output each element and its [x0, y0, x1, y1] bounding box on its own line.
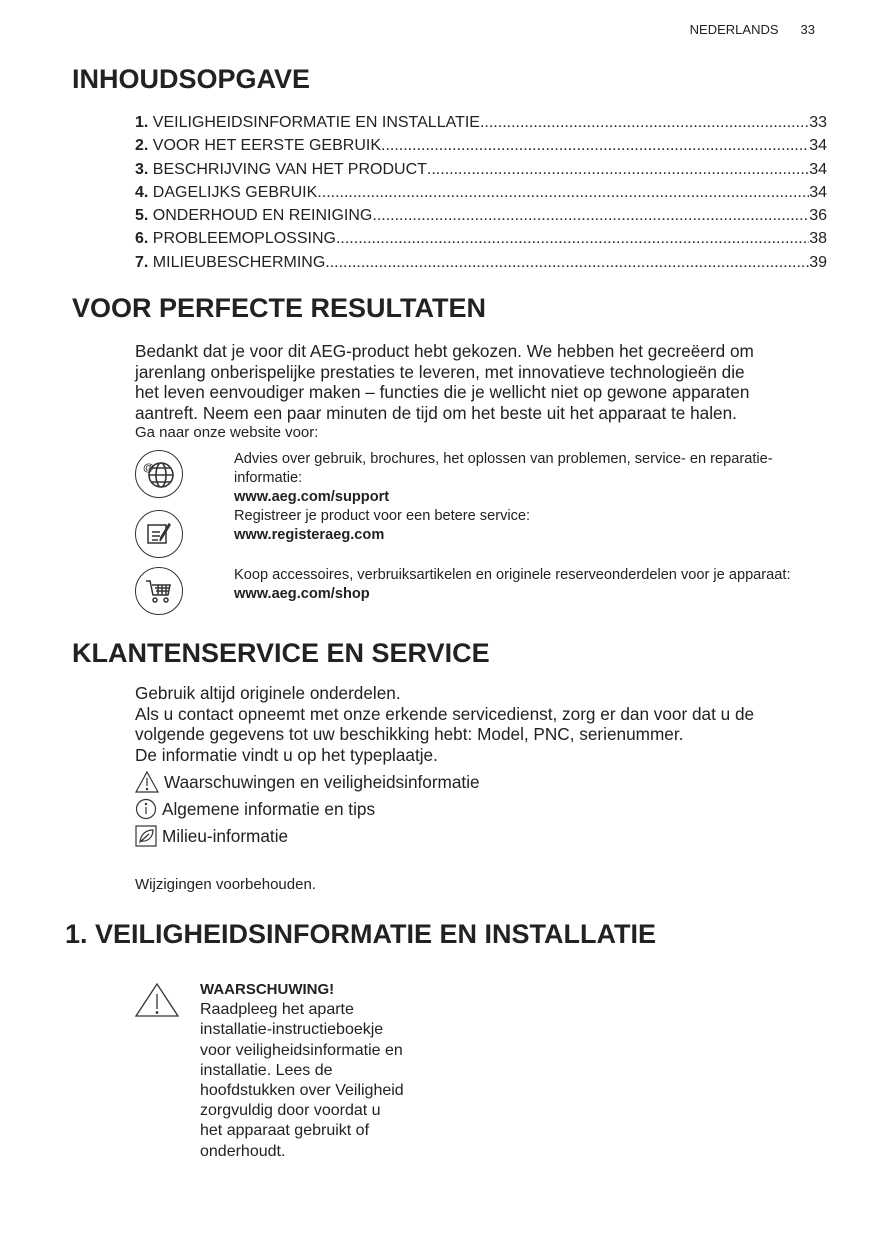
- toc-entry[interactable]: [135, 134, 827, 157]
- toc-entry[interactable]: [135, 227, 827, 250]
- toc-page: 38: [809, 230, 827, 248]
- toc-label: VOOR HET EERSTE GEBRUIK: [152, 137, 381, 155]
- toc-page: 34: [809, 160, 827, 178]
- symbol-warning: [135, 771, 480, 793]
- warning-title: WAARSCHUWING!: [200, 981, 335, 998]
- text-line: Bedankt dat je voor dit AEG-product hebt gekozen. We hebben het gecreëerd om: [135, 341, 754, 361]
- toc-label: PROBLEEMOPLOSSING: [152, 230, 336, 248]
- globe-icon: [135, 450, 183, 498]
- text-line: Als u contact opneemt met onze erkende servicedienst, zorg er dan voor dat u de: [135, 703, 755, 724]
- link-description: Registreer je product voor een betere service:: [234, 508, 531, 524]
- toc-page: 34: [809, 137, 827, 155]
- symbol-label: Milieu-informatie: [162, 825, 289, 846]
- shop-link-block: [234, 566, 794, 604]
- warning-block: [200, 980, 404, 1162]
- results-title: VOOR PERFECTE RESULTATEN: [72, 293, 487, 323]
- warning-icon: [135, 771, 159, 793]
- dot-leader: [381, 134, 809, 157]
- results-intro: [135, 341, 835, 423]
- text-line: hoofdstukken over Veiligheid: [200, 1082, 404, 1100]
- leaf-icon: [135, 825, 157, 847]
- info-icon: [135, 798, 157, 820]
- link-description: Koop accessoires, verbruiksartikelen en originele reserveonderdelen voor je apparaat:: [234, 567, 791, 583]
- toc-title: INHOUDSOPGAVE: [72, 64, 311, 94]
- text-line: jarenlang onberispelijke prestaties te leveren, met innovatieve technologieën die: [135, 361, 745, 382]
- svg-text:@: @: [143, 462, 154, 474]
- toc-page: 34: [809, 183, 827, 201]
- toc-number: 7.: [135, 253, 149, 271]
- page-number: 33: [800, 22, 815, 37]
- dot-leader: [427, 158, 809, 181]
- toc-number: 3.: [135, 160, 149, 178]
- toc-page: 36: [809, 207, 827, 225]
- text-line: onderhoudt.: [200, 1142, 286, 1160]
- symbol-info: [135, 798, 375, 820]
- text-line: Raadpleeg het aparte: [200, 1001, 354, 1019]
- register-link[interactable]: www.registeraeg.com: [234, 527, 385, 543]
- dot-leader: [325, 251, 809, 274]
- toc-page: 39: [809, 253, 827, 271]
- symbol-label: Waarschuwingen en veiligheidsinformatie: [164, 771, 480, 792]
- table-of-contents: [135, 111, 827, 274]
- text-line: het apparaat gebruikt of: [200, 1122, 370, 1140]
- toc-number: 5.: [135, 207, 149, 225]
- toc-entry[interactable]: [135, 251, 827, 274]
- symbol-environment: [135, 825, 288, 847]
- toc-page: 33: [809, 114, 827, 131]
- warning-icon: [134, 983, 180, 1017]
- text-line: installatie. Lees de: [200, 1061, 333, 1079]
- toc-number: 4.: [135, 183, 149, 201]
- text-line: Gebruik altijd originele onderdelen.: [135, 683, 401, 703]
- toc-entry[interactable]: [135, 158, 827, 181]
- link-description: Advies over gebruik, brochures, het oplossen van problemen, service- en reparatie-informatie:: [234, 451, 773, 486]
- changes-note: Wijzigingen voorbehouden.: [135, 876, 316, 893]
- dot-leader: [480, 111, 809, 134]
- page-header: [668, 22, 815, 37]
- symbol-label: Algemene informatie en tips: [162, 798, 376, 819]
- section1-title: 1. VEILIGHEIDSINFORMATIE EN INSTALLATIE: [65, 919, 657, 949]
- text-line: volgende gegevens tot uw beschikking hebt: Model, PNC, serienummer.: [135, 724, 684, 745]
- text-line: installatie-instructieboekje: [200, 1021, 384, 1039]
- dot-leader: [372, 204, 809, 227]
- toc-entry[interactable]: [135, 204, 827, 227]
- cart-icon: [135, 567, 183, 615]
- toc-label: MILIEUBESCHERMING: [152, 253, 326, 271]
- dot-leader: [317, 181, 809, 204]
- toc-number: 2.: [135, 137, 149, 155]
- toc-label: DAGELIJKS GEBRUIK: [152, 183, 318, 201]
- toc-entry[interactable]: [135, 181, 827, 204]
- toc-label: BESCHRIJVING VAN HET PRODUCT: [152, 160, 427, 178]
- toc-label: ONDERHOUD EN REINIGING: [152, 207, 373, 225]
- service-title: KLANTENSERVICE EN SERVICE: [72, 638, 490, 668]
- register-icon: [135, 510, 183, 558]
- text-line: De informatie vindt u op het typeplaatje.: [135, 744, 438, 765]
- dot-leader: [336, 227, 809, 250]
- support-link-block: [234, 450, 794, 545]
- toc-number: 1.: [135, 114, 149, 131]
- service-text: [135, 683, 835, 765]
- text-line: het leven eenvoudiger maken – functies die je wellicht niet op gewone apparaten: [135, 382, 750, 403]
- shop-link[interactable]: www.aeg.com/shop: [234, 586, 370, 602]
- toc-number: 6.: [135, 230, 149, 248]
- text-line: aantreft. Neem een paar minuten de tijd om het beste uit het apparaat te halen.: [135, 402, 737, 423]
- support-link[interactable]: www.aeg.com/support: [234, 489, 390, 505]
- toc-entry[interactable]: [135, 111, 827, 134]
- text-line: zorgvuldig door voordat u: [200, 1102, 381, 1120]
- website-intro: Ga naar onze website voor:: [135, 424, 319, 441]
- language-label: NEDERLANDS: [689, 22, 779, 37]
- text-line: voor veiligheidsinformatie en: [200, 1041, 403, 1059]
- toc-label: VEILIGHEIDSINFORMATIE EN INSTALLATIE: [152, 114, 480, 131]
